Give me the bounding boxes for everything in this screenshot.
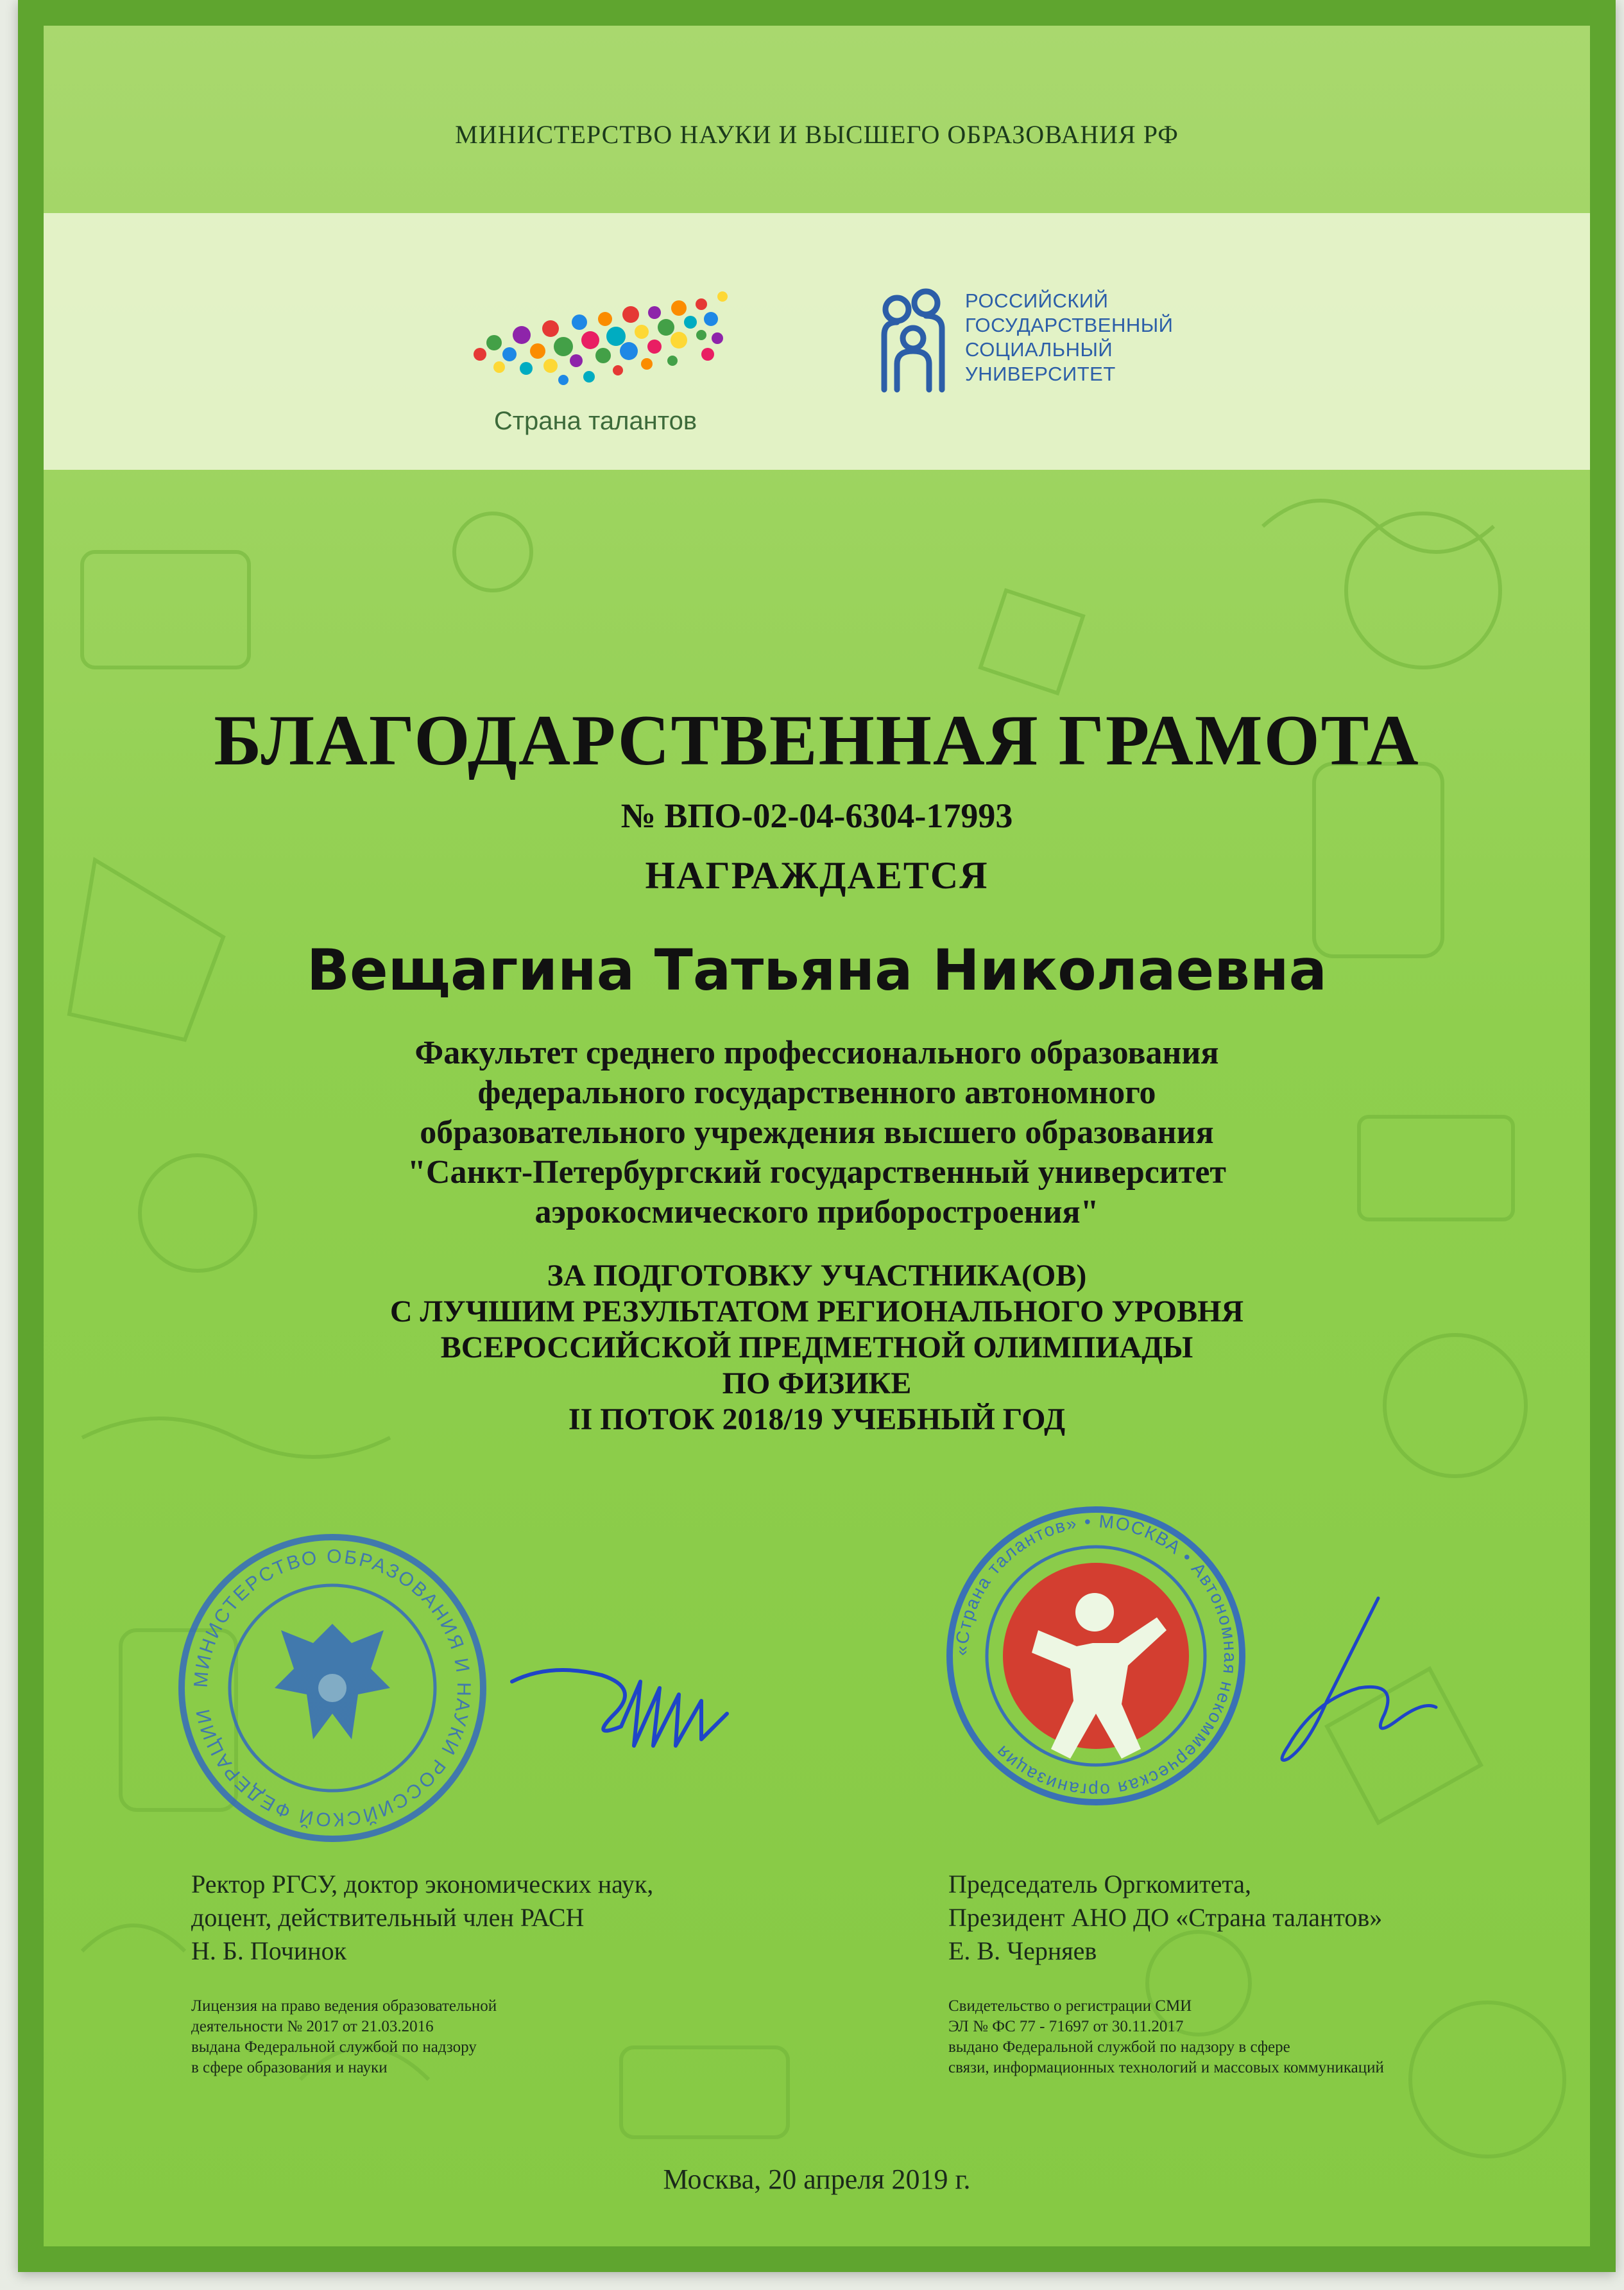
license-line: связи, информационных технологий и массовых коммуникаций <box>948 2059 1384 2076</box>
ministry-seal-text: МИНИСТЕРСТВО ОБРАЗОВАНИЯ И НАУКИ РОССИЙСКОЙ ФЕДЕРАЦИИ <box>190 1545 475 1830</box>
license-line: выдана Федеральной службой по надзору <box>191 2038 477 2056</box>
recipient-name: Вещагина Татьяна Николаевна <box>306 937 1328 1003</box>
certificate-sheet <box>18 0 1616 2272</box>
ministry-title: МИНИСТЕРСТВО НАУКИ И ВЫСШЕГО ОБРАЗОВАНИЯ РФ <box>455 120 1179 149</box>
organization-line: федерального государственного автономного <box>477 1074 1156 1111</box>
reason-line: ВСЕРОССИЙСКОЙ ПРЕДМЕТНОЙ ОЛИМПИАДЫ <box>440 1330 1193 1365</box>
rgsu-line: СОЦИАЛЬНЫЙ <box>965 338 1113 361</box>
place-and-date: Москва, 20 апреля 2019 г. <box>663 2164 971 2195</box>
reason-line: II ПОТОК 2018/19 УЧЕБНЫЙ ГОД <box>568 1402 1066 1436</box>
chairman-signature-icon <box>1263 1585 1455 1791</box>
award-reason <box>44 1258 1590 1438</box>
license-line: выдано Федеральной службой по надзору в сфере <box>948 2038 1290 2056</box>
rgsu-name <box>965 289 1173 386</box>
certificate-number: № ВПО-02-04-6304-17993 <box>620 796 1013 835</box>
organization-text <box>44 1033 1590 1232</box>
rgsu-line: ГОСУДАРСТВЕННЫЙ <box>965 314 1174 336</box>
license-line: Лицензия на право ведения образовательной <box>191 1997 497 2015</box>
rgsu-people-icon <box>878 284 955 393</box>
awarded-label: НАГРАЖДАЕТСЯ <box>645 854 989 897</box>
signer-line: Е. В. Черняев <box>948 1936 1097 1965</box>
signer-line: Ректор РГСУ, доктор экономических наук, <box>191 1870 654 1898</box>
organization-line: "Санкт-Петербургский государственный университет <box>407 1154 1226 1191</box>
license-line: в сфере образования и науки <box>191 2059 388 2076</box>
license-line: ЭЛ № ФС 77 - 71697 от 30.11.2017 <box>948 2018 1184 2035</box>
signer-line: Президент АНО ДО «Страна талантов» <box>948 1903 1383 1932</box>
reason-line: С ЛУЧШИМ РЕЗУЛЬТАТОМ РЕГИОНАЛЬНОГО УРОВНЯ <box>389 1295 1244 1329</box>
logo-band <box>44 213 1590 470</box>
strana-talantov-logo <box>454 258 737 438</box>
chairman-signer <box>948 1868 1382 1968</box>
organization-line: образовательного учреждения высшего образования <box>420 1114 1214 1151</box>
license-line: Свидетельство о регистрации СМИ <box>948 1997 1192 2015</box>
rgsu-logo <box>878 284 1237 399</box>
reason-line: ПО ФИЗИКЕ <box>722 1366 912 1400</box>
rector-signature-icon <box>506 1624 749 1765</box>
certificate-title: БЛАГОДАРСТВЕННАЯ ГРАМОТА <box>214 701 1420 780</box>
ministry-seal-icon <box>172 1528 493 1848</box>
strana-talantov-seal-icon <box>942 1502 1250 1810</box>
education-license <box>191 1996 497 2078</box>
certificate-body <box>44 26 1590 2246</box>
rector-signer <box>191 1868 653 1968</box>
license-line: деятельности № 2017 от 21.03.2016 <box>191 2018 434 2035</box>
organization-line: Факультет среднего профессионального образования <box>415 1035 1219 1071</box>
signer-line: доцент, действительный член РАСН <box>191 1903 585 1932</box>
strana-seal-text: «Страна талантов» • МОСКВА • Автономная некоммерческая организация <box>951 1511 1241 1801</box>
rgsu-line: РОССИЙСКИЙ <box>965 289 1109 312</box>
signer-line: Н. Б. Починок <box>191 1936 347 1965</box>
media-registration <box>948 1996 1384 2078</box>
reason-line: ЗА ПОДГОТОВКУ УЧАСТНИКА(ОВ) <box>547 1259 1087 1293</box>
russia-map-dots-icon <box>454 258 737 406</box>
strana-talantov-caption: Страна талантов <box>493 407 697 435</box>
rgsu-line: УНИВЕРСИТЕТ <box>965 363 1116 385</box>
organization-line: аэрокосмического приборостроения" <box>534 1194 1099 1230</box>
signer-line: Председатель Оргкомитета, <box>948 1870 1252 1898</box>
